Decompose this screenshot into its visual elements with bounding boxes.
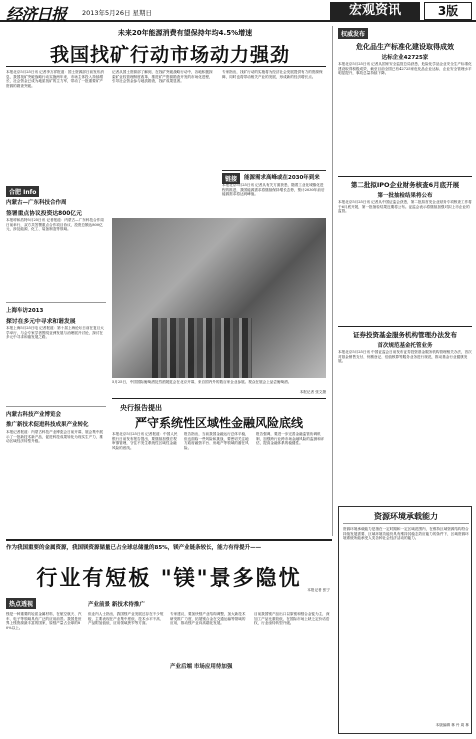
column-divider [332, 26, 333, 536]
right-article3-body: 本报北京5月25日讯 中国证监会日前发布证券投资基金服务机构管理相关办法，首次对基金销售支付、份额登记、估值核算等服务业务进行规范，推动基金行业健康发展。 [338, 350, 472, 364]
bottom-body-a: 镁是一种重要的轻质金属材料，在航空航天、汽车、电子等领域具有广泛的应用前景。我国是世界上镁资源最丰富的国家，原镁产量占全球的80%以上。 [6, 612, 82, 630]
lead-headline: 我国找矿行动市场动力强劲 [49, 44, 290, 66]
left-logo: 合肥 Info [6, 186, 39, 197]
right-article3-sub: 首次规范基金托管业务 [377, 343, 433, 349]
bottom-headline: 行业有短板 "镁"景多隐忧 [36, 566, 302, 590]
page-editor: 本版编辑 林 丹 周 林 [435, 723, 469, 727]
right-column [338, 26, 472, 501]
left-item1-title: 签署重点协议投资达800亿元 [6, 211, 82, 217]
page-number: 3版 [424, 2, 472, 20]
lead-body-c: 专家指出，找矿行动的实施将为经济社会发展提供有力的资源保障，同时也将带动相关产业的发展，形成新的经济增长点。 [222, 70, 323, 79]
photo-credit: 本报记者 张文摄 [299, 390, 326, 394]
inset-title: 能源需求高峰或在2030年到来 [244, 175, 320, 181]
right-article1-sub: 达标企业42725家 [381, 55, 429, 61]
right-article1-title: 危化品生产标准化建设取得成效 [356, 43, 454, 51]
right-logo: 权威发布 [338, 28, 368, 39]
middle-body-b: 报告指出，当前我国金融运行总体平稳，但也面临一些风险和挑战，要密切关注地方政府融资平台、房地产等领域的潜在风险。 [184, 432, 249, 450]
left-column [6, 186, 106, 536]
feature-box [338, 506, 472, 734]
divider [338, 176, 472, 177]
bottom-body-b: 但业内人士指出，我国镁产业发展还存在不少短板，主要表现在产业集中度低、技术水平不高、产品附加值低、应用领域狭窄等方面。 [88, 612, 164, 626]
middle-headline: 严守系统性区域性金融风险底线 [134, 416, 303, 430]
bottom-byline: 本报记者 张宁 [307, 588, 330, 592]
feature-body: 资源环境承载能力是指在一定时期和一定区域范围内，在维持区域资源结构符合持续发展需要、区域环境功能仍具有维持其稳态效应能力的条件下，区域资源环境系统所能承受人类各种社会经济活动的能力。 [343, 527, 469, 541]
bottom-tag: 热点透视 [6, 598, 36, 609]
middle-body-a: 本报北京5月25日讯 记者报道：中国人民银行日前发布报告提出，要继续加强宏观审慎管理，守住不发生系统性区域性金融风险的底线。 [112, 432, 178, 450]
bottom-sub1: 产业前景 新技术待推广 [88, 602, 145, 608]
bottom-body-c: 专家建议，要加快镁产业结构调整，加大新技术研发推广力度，拓展镁合金在交通运输等领域的应用，推动镁产业向高端化发展。 [170, 612, 246, 626]
right-article2-title: 第二批拟IPO企业财务核查6月底开展 [350, 181, 460, 189]
middle-kicker: 央行报告提出 [120, 404, 162, 412]
right-article2-body: 本报北京5月25日讯 记者从中国证监会获悉，第二批拟首发企业财务专项核查工作将于6月底开展，第一批抽检结果近期将公布。证监会表示将继续加强对拟上市企业的监管。 [338, 200, 472, 214]
wine-bottles-image [152, 318, 252, 378]
lead-body-b: 记者从国土资源部了解到，在找矿突破战略行动中，各地积极探索矿业权管理制度改革，推进矿产资源勘查开发的市场化进程，引导社会资金参与地质勘查，找矿成果显著。 [112, 70, 213, 84]
lead-kicker: 未来20年能源消费有望保持年均4.5%增速 [117, 29, 253, 37]
inset-box [222, 170, 326, 214]
lead-body-a: 本报北京5月25日讯 记者李万祥报道：国土资源部日前发布消息，我国找矿突破战略行动实施两年来，市场主体投入持续增长，社会资金已成为地质找矿的主力军，带动了一批重要矿产资源的勘查突破。 [6, 70, 104, 88]
bottom-kicker: 作为我国重要的金属资源，我国镁资源储量已占全球总储量的85%，镁产业链条较长，能力有待提升—— [6, 545, 262, 551]
divider [6, 406, 106, 407]
newspaper-logo: 经济日报 [6, 5, 67, 24]
issue-date: 2013年5月26日 星期日 [82, 9, 153, 17]
left-item3-title: 推广新技术促进科技成果产业转化 [6, 422, 89, 428]
masthead [0, 0, 476, 22]
divider [343, 523, 469, 524]
bottom-sub2: 产业后端 市场应用待加强 [170, 664, 233, 670]
middle-body-c: 报告强调，要进一步完善金融监管协调机制，加强跨行业跨市场金融风险的监测和评估，提高金融体系的稳健性。 [256, 432, 325, 446]
left-region-2: 上海车访2013 [6, 308, 44, 314]
left-item2-body: 本报上海5月25日电 记者报道：第十届上海论坛日前在复旦大学举行，与会专家学者围绕亚洲发展与治理展开讨论，探讨在多元中寻求和谐发展之路。 [6, 326, 104, 340]
bottom-body-d: 目前我国镁产品出口以原镁和镁合金锭为主，深加工产品比重较低，在国际市场上缺乏定价话语权，行业亟待转型升级。 [254, 612, 330, 626]
divider [6, 66, 326, 67]
feature-title: 资源环境承载能力 [374, 512, 438, 521]
section-title: 宏观资讯 [330, 2, 420, 20]
news-photo [112, 218, 326, 378]
inset-body: 本报北京5月25日讯 记者从有关方面获悉，随着工业化城镇化进程的推进，我国能源需求将继续保持增长态势，预计2030年前后能源需求将达到峰值。 [222, 183, 325, 197]
divider [6, 539, 332, 541]
left-item3-body: 本报记者报道：内蒙古科技产业博览会日前开幕，展会集中展示了一批新技术新产品，促进科技成果转化为现实生产力，推动区域经济转型升级。 [6, 430, 104, 444]
right-article2-sub: 第一批抽检结果将公布 [377, 193, 433, 199]
left-region-3: 内蒙古科技产业博览会 [6, 412, 62, 418]
left-item1-body: 本报呼和浩特5月25日讯 记者报道：内蒙古—广东科技合作周日前举行，双方共签署重点合作项目协议，投资总额达800亿元，涉及能源、化工、装备制造等领域。 [6, 218, 104, 232]
photo-caption: 5月25日，中国国际葡萄酒及烈酒展览会在北京开幕，来自国内外的数百家企业参展。观众在展会上品尝葡萄酒。 [112, 380, 292, 384]
divider [6, 302, 106, 303]
left-item2-title: 探讨在多元中寻求和谐发展 [6, 319, 76, 325]
right-article1-body: 本报北京5月25日讯 记者从国家安全监管总局获悉，危险化学品企业安全生产标准化建设取得积极成效，截至目前全国已有42725家危化品企业达标，企业安全管理水平明显提升，事故总量持续下降。 [338, 62, 472, 76]
divider [112, 398, 326, 399]
inset-tag: 链接 [222, 173, 240, 184]
divider [338, 326, 472, 327]
right-article3-title: 证券投资基金服务机构管理办法发布 [353, 331, 457, 339]
left-region-1: 内蒙古—广东科技合作周 [6, 200, 67, 206]
